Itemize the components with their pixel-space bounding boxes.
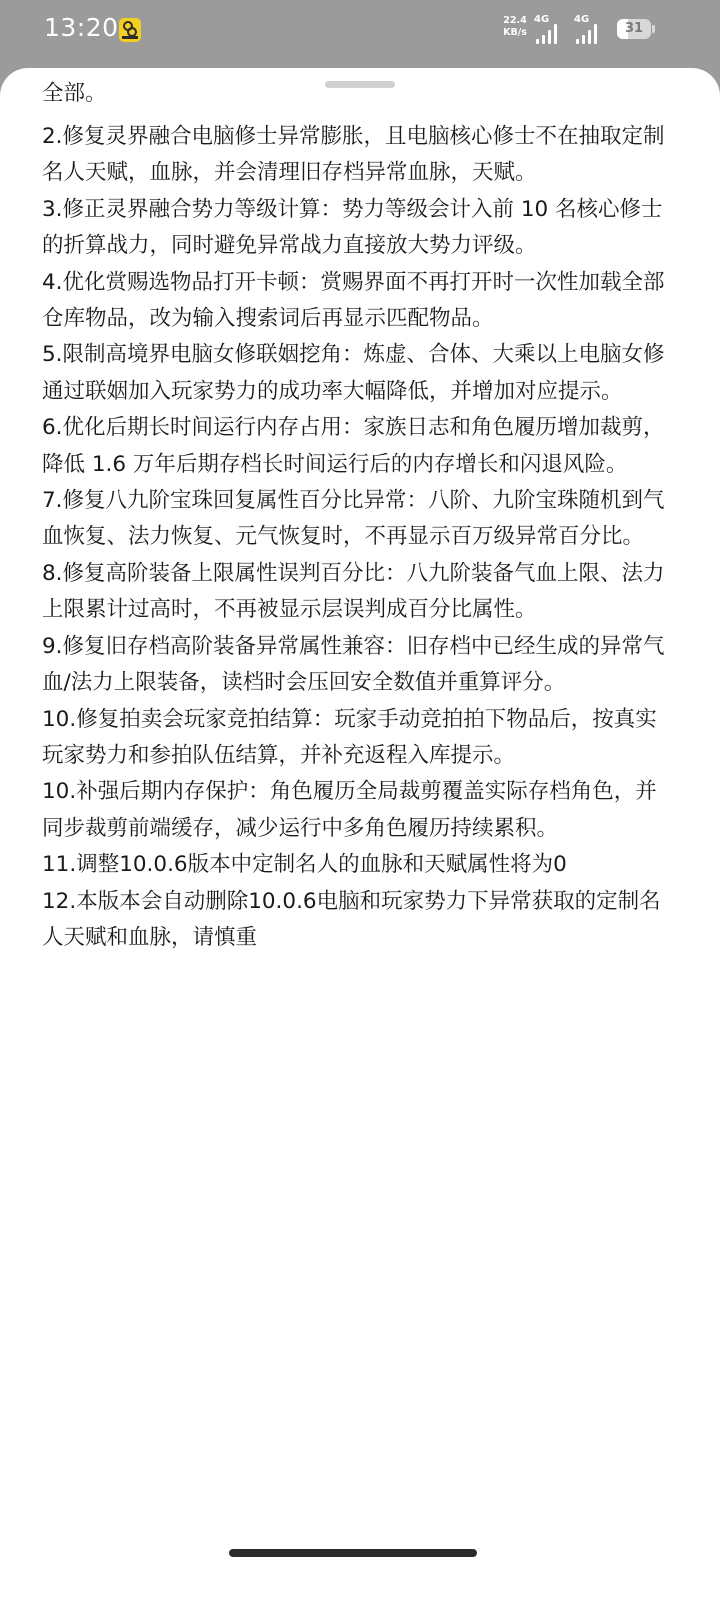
update-note-item: 3.修正灵界融合势力等级计算：势力等级会计入前 10 名核心修士的折算战力，同时避免异常战力直接放大势力评级。 (42, 196, 663, 259)
update-note-item: 10.修复拍卖会玩家竞拍结算：玩家手动竞拍拍下物品后，按真实玩家势力和参拍队伍结算，并补充返程入库提示。 (42, 706, 657, 768)
update-note-item: 12.本版本会自动删除10.0.6电脑和玩家势力下异常获取的定制名人天赋和血脉，请慎重 (42, 888, 661, 950)
update-notes-content (42, 81, 678, 956)
update-note-item: 7.修复八九阶宝珠回复属性百分比异常：八阶、九阶宝珠随机到气血恢复、法力恢复、元气恢复时，不再显示百万级异常百分比。 (42, 488, 665, 550)
status-clock: 13:20 (44, 13, 119, 42)
update-note-item: 4.优化赏赐选物品打开卡顿：赏赐界面不再打开时一次性加载全部仓库物品，改为输入搜索词后再显示匹配物品。 (42, 269, 665, 332)
update-note-item: 2.修复灵界融合电脑修士异常膨胀，且电脑核心修士不在抽取定制名人天赋，血脉，并会清理旧存档异常血脉，天赋。 (42, 124, 665, 186)
signal-strength-icon (534, 14, 574, 44)
update-notes-sheet[interactable] (0, 68, 720, 1600)
status-bar (0, 0, 720, 66)
signal-type-label: 4G (534, 14, 550, 25)
battery-level: 31 (624, 21, 644, 36)
update-note-partial-text: 全部。 (42, 81, 107, 106)
network-speed-value: 22.4 (503, 15, 527, 26)
update-note-item: 9.修复旧存档高阶装备异常属性兼容：旧存档中已经生成的异常气血/法力上限装备，读档时会压回安全数值并重算评分。 (42, 633, 665, 696)
update-note-item: 5.限制高境界电脑女修联姻挖角：炼虚、合体、大乘以上电脑女修通过联姻加入玩家势力的成功率大幅降低，并增加对应提示。 (42, 342, 665, 404)
home-indicator[interactable] (229, 1549, 477, 1557)
update-note-item: 8.修复高阶装备上限属性误判百分比：八九阶装备气血上限、法力上限累计过高时，不再被显示层误判成百分比属性。 (42, 560, 665, 623)
news-app-icon (119, 18, 141, 42)
network-speed-unit: KB/s (503, 27, 527, 38)
battery-cap (652, 25, 655, 33)
battery-icon (617, 19, 651, 39)
network-speed-indicator (498, 15, 532, 39)
update-note-item: 11.调整10.0.6版本中定制名人的血脉和天赋属性将为0 (42, 852, 567, 878)
sheet-drag-handle[interactable] (325, 81, 395, 88)
update-note-item: 6.优化后期长时间运行内存占用：家族日志和角色履历增加裁剪，降低 1.6 万年后期存档长时间运行后的内存增长和闪退风险。 (42, 415, 665, 477)
signal-type-label: 4G (574, 14, 590, 25)
signal-strength-icon (574, 14, 614, 44)
update-note-partial (42, 81, 678, 112)
update-note-item: 10.补强后期内存保护：角色履历全局裁剪覆盖实际存档角色，并同步裁剪前端缓存，减少运行中多角色履历持续累积。 (42, 779, 657, 841)
